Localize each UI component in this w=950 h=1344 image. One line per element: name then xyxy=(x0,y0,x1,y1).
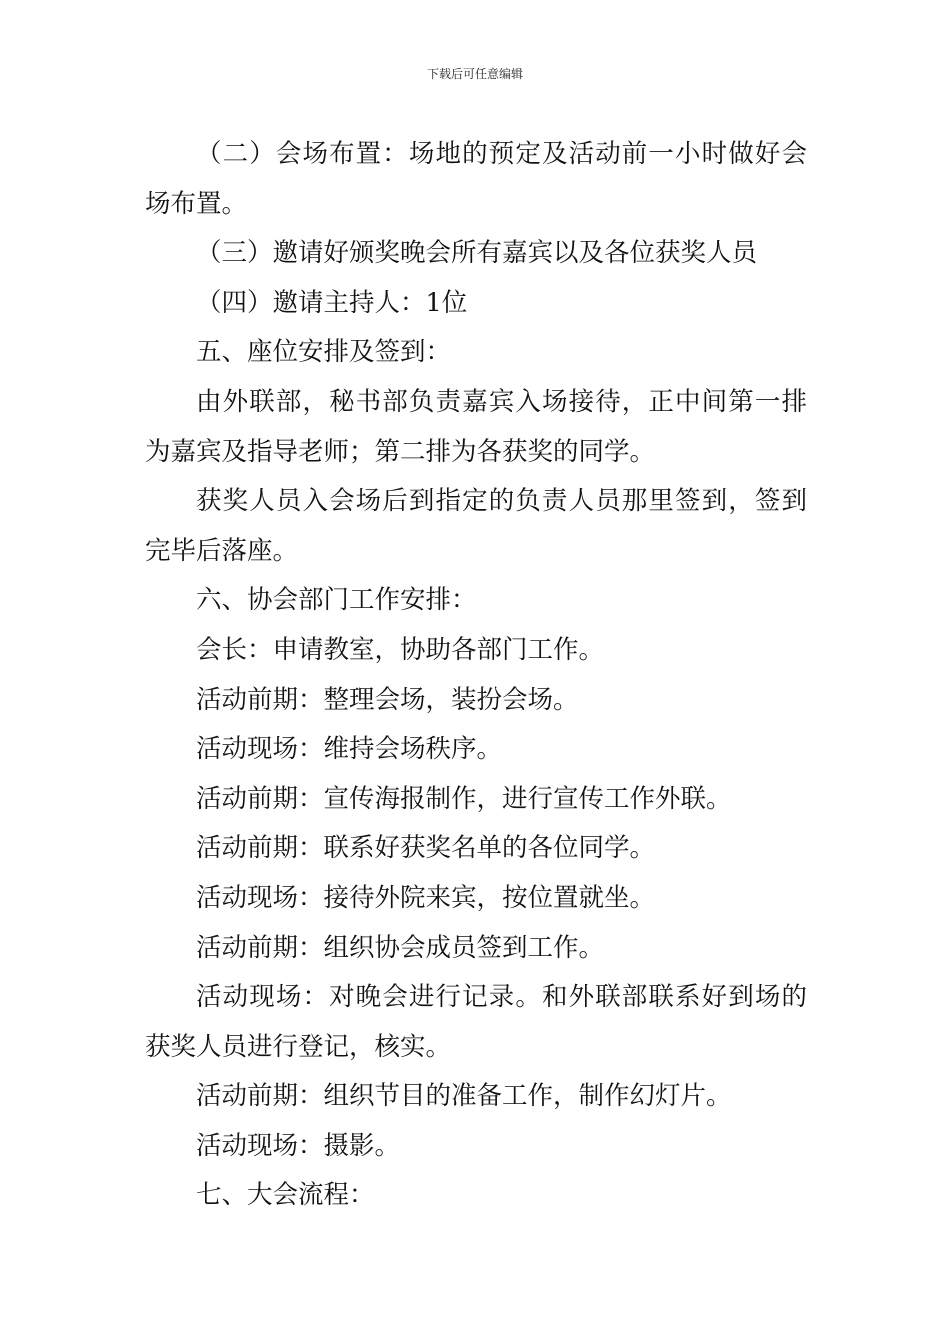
paragraph: 由外联部，秘书部负责嘉宾入场接待，正中间第一排为嘉宾及指导老师；第二排为各获奖的同学。 xyxy=(145,386,807,467)
paragraph: 活动前期：组织节目的准备工作，制作幻灯片。 xyxy=(196,1081,732,1112)
paragraph: 活动现场：摄影。 xyxy=(196,1130,401,1161)
paragraph: （四）邀请主持人：1位 xyxy=(196,287,468,318)
section-heading: 六、协会部门工作安排： xyxy=(196,585,477,616)
document-body xyxy=(145,130,807,1221)
paragraph: 活动现场：对晚会进行记录。和外联部联系好到场的获奖人员进行登记，核实。 xyxy=(145,982,807,1062)
paragraph: （三）邀请好颁奖晚会所有嘉宾以及各位获奖人员 xyxy=(196,238,758,269)
paragraph: 会长：申请教室，协助各部门工作。 xyxy=(196,634,605,665)
paragraph: 活动现场：维持会场秩序。 xyxy=(196,734,503,765)
paragraph: 活动现场：接待外院来宾，按位置就坐。 xyxy=(196,882,656,913)
paragraph: （二）会场布置：场地的预定及活动前一小时做好会场布置。 xyxy=(145,139,807,219)
paragraph: 活动前期：宣传海报制作，进行宣传工作外联。 xyxy=(196,783,732,814)
section-heading: 五、座位安排及签到： xyxy=(196,337,452,368)
page-header: 下载后可任意编辑 xyxy=(426,67,523,81)
paragraph: 活动前期：组织协会成员签到工作。 xyxy=(196,932,605,963)
paragraph: 活动前期：整理会场，装扮会场。 xyxy=(196,684,579,715)
paragraph: 活动前期：联系好获奖名单的各位同学。 xyxy=(196,833,656,864)
paragraph: 获奖人员入会场后到指定的负责人员那里签到，签到完毕后落座。 xyxy=(145,486,807,566)
section-heading: 七、大会流程： xyxy=(196,1180,375,1211)
